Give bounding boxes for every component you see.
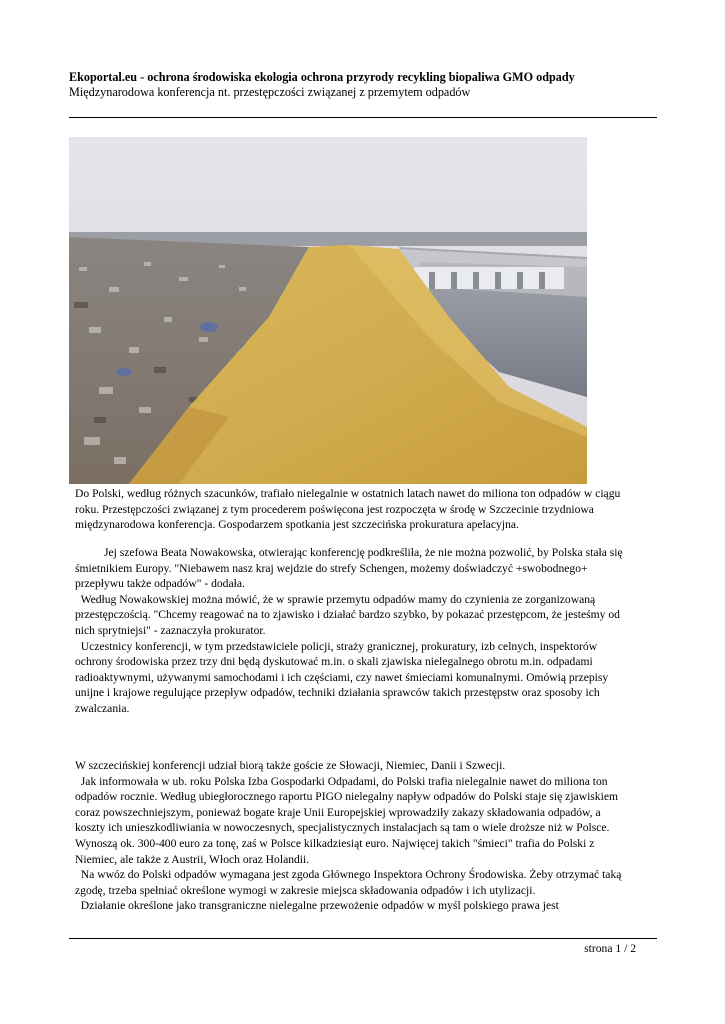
text-line: Na wwóz do Polski odpadów wymagana jest zgoda Głównego Inspektora Ochrony Środowiska. Żeby otrzymać taką: [75, 868, 622, 882]
text-line: Jak informowała w ub. roku Polska Izba Gospodarki Odpadami, do Polski trafia nielegalnie nawet do miliona ton: [75, 774, 608, 788]
text-line: unijne i krajowe regulujące przepływ odpadów, techniki działania sprawców takich przestępstw oraz sposoby ich: [75, 686, 600, 700]
text-line: przepływu także odpadów" - dodała.: [75, 577, 245, 591]
text-line: W szczecińskiej konferencji udział biorą także goście ze Słowacji, Niemiec, Danii i Szwecji.: [75, 759, 506, 772]
text-line: koszty ich unieszkodliwiania w nowoczesnych, specjalistycznych instalacjach są tam o wiele droższe niż w Polsce.: [75, 821, 610, 835]
text-line: odpadów rocznie. Według ubiegłorocznego raportu PIGO nielegalny napływ odpadów do Polski staje się zjawiskiem: [75, 790, 618, 804]
text-line: zgodę, trzeba spełniać określone wymogi w zakresie miejsca składowania odpadów i ich utylizacji.: [75, 883, 536, 897]
text-line: Według Nowakowskiej można mówić, że w sprawie przemytu odpadów mamy do czynienia ze zorganizowaną: [75, 592, 596, 606]
footer-divider: [69, 938, 657, 939]
article-paragraph-3: [75, 758, 657, 914]
article-headline: Międzynarodowa konferencja nt. przestępczości związanej z przemytem odpadów: [69, 85, 471, 99]
article-paragraph-1: [75, 486, 657, 533]
text-line: Działanie określone jako transgraniczne nielegalne przewożenie odpadów w myśl polskiego prawa jest: [75, 899, 559, 913]
page-number: strona 1 / 2: [584, 942, 636, 955]
header-divider: [69, 117, 657, 118]
text-line: śmietnikiem Europy. "Niebawem nasz kraj wejdzie do strefy Schengen, możemy doświadczyć +swobodnego+: [75, 561, 588, 575]
text-line: nich sprytniejsi" - zaznaczyła prokurator.: [75, 623, 266, 637]
text-line: Wynoszą ok. 300-400 euro za tonę, zaś w Polsce kilkadziesiąt euro. Najwięcej takich "śmieci" trafia do Polski z: [75, 836, 595, 850]
text-line: coraz powszechniejszym, ponieważ bogate kraje Unii Europejskiej wprowadziły zakazy składowania odpadów, a: [75, 805, 601, 819]
text-line: Jej szefowa Beata Nowakowska, otwierając konferencję podkreśliła, że nie można pozwolić, by Polska stała się: [75, 546, 623, 559]
text-line: międzynarodowa konferencja. Gospodarzem spotkania jest szczecińska prokuratura apelacyjna.: [75, 518, 519, 532]
text-line: Niemiec, ale także z Austrii, Włoch oraz Holandii.: [75, 852, 310, 866]
text-line: przestępczością. "Chcemy reagować na to zjawisko i działać bardzo szybko, by pokazać przestępcom, że jesteśmy od: [75, 608, 620, 622]
text-line: zwalczania.: [75, 701, 130, 715]
landfill-photo-drawing: [69, 137, 587, 484]
text-line: ochrony środowiska przez trzy dni będą dyskutować m.in. o skali zjawiska nielegalnego obrotu m.in. odpadami: [75, 655, 593, 669]
article-paragraph-2: [75, 545, 657, 717]
page-title: Ekoportal.eu - ochrona środowiska ekologia ochrona przyrody recykling biopaliwa GMO odpady: [69, 70, 575, 84]
landfill-photo: [69, 137, 587, 484]
text-line: Do Polski, według różnych szacunków, trafiało nielegalnie w ostatnich latach nawet do miliona ton odpadów w ciągu: [75, 487, 621, 500]
text-line: radioaktywnymi, używanymi samochodami i ich częściami, czy nawet śmieciami komunalnymi. Omówią przepisy: [75, 670, 609, 684]
text-line: Uczestnicy konferencji, w tym przedstawiciele policji, straży granicznej, prokuratury, izb celnych, inspektorów: [75, 639, 598, 653]
text-line: roku. Przestępczości związanej z tym procederem poświęcona jest rozpoczęta w środę w Szczecinie trzydniowa: [75, 502, 594, 516]
